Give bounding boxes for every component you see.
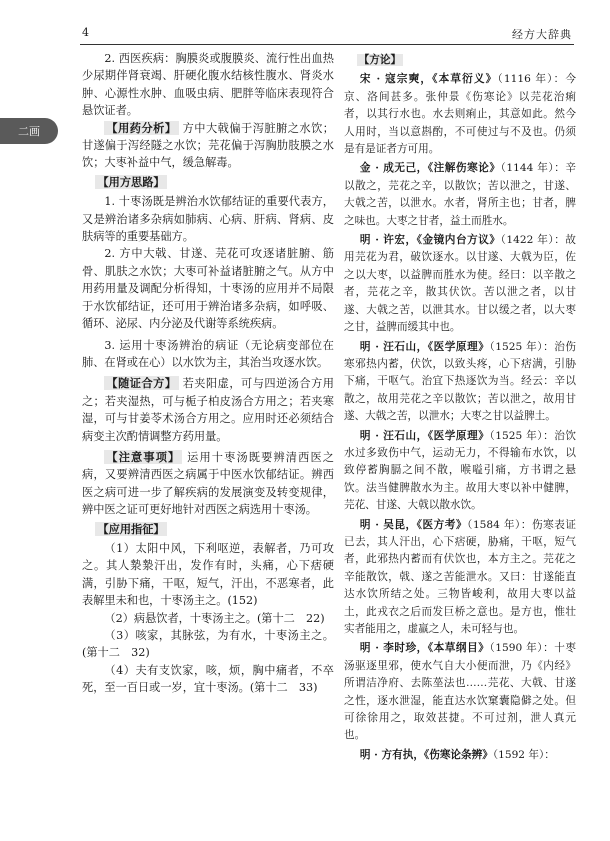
- discussion-entry: [344, 71, 576, 158]
- section-label-thinking: 【用方思路】: [97, 174, 165, 189]
- entry-book: 《医方考》: [416, 518, 468, 531]
- discussion-entry: [344, 517, 576, 639]
- discussion-entry: [344, 747, 576, 764]
- drug-analysis-text: 方中大戟偏于泻脏腑之水饮；甘遂偏于泻经隧之水饮；芫花偏于泻胸肋肢膜之水饮；大枣补益中气，缓急解毒。: [82, 121, 334, 170]
- paragraph-western-diseases: 2. 西医疾病：胸膜炎或腹膜炎、流行性出血热少尿期伴肾衰竭、肝硬化腹水结核性腹水、肾炎水肿、心源性水肿、血吸虫病、肥胖等临床表现符合悬饮证者。: [82, 52, 334, 118]
- entry-year: （1584 年）：: [467, 518, 532, 531]
- section-line-discussion: [344, 52, 576, 69]
- entry-year: （1525 年）：: [489, 429, 555, 442]
- entry-body: 治伤寒邪热内蓄，伏饮，以致头疼，心下痞满，引胁下痛，干呕气。治宜下热逐饮为当。经云：辛以散之，故用芫花之辛以散饮；苦以泄之，故用甘遂、大戟之苦，以泄水；大枣之甘以益脾土。: [344, 340, 576, 423]
- discussion-entry: [344, 640, 576, 744]
- paragraph-application-3: （3）咳家，其脉弦，为有水，十枣汤主之。(第十二 32): [82, 629, 334, 660]
- left-column: [82, 50, 334, 697]
- entry-year: （1592 年）：: [492, 748, 555, 761]
- paragraph-application-1: （1）太阳中风，下利呕逆，表解者，乃可攻之。其人漐漐汗出，发作有时，头痛，心下痞硬满，引胁下痛，干呕，短气，汗出，不恶寒者，此表解里未和也，十枣汤主之。(152): [82, 541, 334, 608]
- entry-author: 宋 · 寇宗奭，: [359, 73, 433, 86]
- discussion-entry-text: [344, 339, 576, 426]
- discussion-entry: [344, 160, 576, 230]
- discussion-entries: [344, 71, 576, 764]
- paragraph-thinking-2: 2. 方中大戟、甘遂、芫花可攻逐诸脏腑、筋骨、肌肤之水饮；大枣可补益诸脏腑之气。从方中用药用量及调配分析得知，十枣汤的应用并不局限于水饮郁结证，还可用于辨治诸多杂病，如呼吸、循环、泌尿、内分泌及代谢等系统疾病。: [82, 247, 334, 331]
- chapter-side-tab: 二画: [0, 118, 58, 144]
- entry-year: （1525 年）：: [489, 340, 555, 353]
- discussion-entry-text: [344, 232, 576, 336]
- entry-body: 十枣汤驱逐里邪，使水气自大小便而泄，乃《内经》所谓洁净府、去陈莝法也……芫花、大戟、甘遂之性，逐水泄湿，能直达水饮窠囊隐僻之处。但可徐徐用之，取效甚捷。不可过剂，泄人真元也。: [344, 642, 576, 742]
- discussion-entry: [344, 232, 576, 336]
- entry-year: （1422 年）：: [500, 234, 566, 247]
- entry-book: 《金镜内台方议》: [416, 234, 501, 247]
- entry-author: 明 · 许宏，: [359, 234, 417, 247]
- caution-text: 运用十枣汤既要辨清西医之病，又要辨清西医之病属于中医水饮郁结证。辨西医之病可进一步了解疾病的发展演变及转变规律，辨中医之证可更好地针对西医之病选用十枣汤。: [82, 450, 334, 517]
- right-column: [344, 50, 576, 766]
- entry-author: 明 · 吴昆，: [359, 518, 417, 531]
- paragraph-thinking-1: 1. 十枣汤既是辨治水饮郁结证的重要代表方，又是辨治诸多杂病如肺病、心病、肝病、肾病、皮肤病等的重要基础方。: [82, 195, 334, 244]
- section-label-caution: 【注意事项】: [106, 449, 181, 464]
- paragraph-caution: [82, 449, 334, 519]
- entry-body: 故用芫花为君，破饮逐水。以甘遂、大戟为臣，佐之以大枣，以益脾而胜水为使。经曰：以辛散之者，芫花之辛，散其伏饮。苦以泄之者，以甘遂、大戟之苦，以泄其水。甘以缓之者，以大枣之甘，益脾而缓其中也。: [344, 234, 576, 334]
- entry-year: （1590 年）：: [489, 642, 555, 655]
- discussion-entry-text: [344, 160, 576, 230]
- entry-year: （1116 年）：: [497, 73, 566, 86]
- entry-book: 《医学原理》: [427, 340, 490, 353]
- paragraph-application-2: （2）病悬饮者，十枣汤主之。(第十二 22): [104, 611, 325, 625]
- entry-author: 金 · 成无己，: [359, 162, 428, 175]
- paragraph-application-4: （4）夫有支饮家，咳，烦，胸中痛者，不卒死，至一百日或一岁，宜十枣汤。(第十二 33): [82, 663, 334, 695]
- entry-body: 治饮水过多致伤中气，运动无力，不得输布水饮，以致停蓄胸膈之间不散，喉嗌引痛，方书谓之悬饮。法当健脾散水为主。故用大枣以补中健脾，芫花、甘遂、大戟以散水饮。: [344, 429, 576, 512]
- paragraph-combination: [82, 375, 334, 445]
- entry-body: 今京、洛间甚多。张仲景《伤寒论》以芫花治痢者，以其行水也。水去则痢止，其意如此。然今人用时，当以意斟酌，不可使过与不及也。仍须是有是证者方可用。: [344, 73, 576, 156]
- entry-book: 《注解伤寒论》: [427, 162, 501, 175]
- paragraph-drug-analysis: [82, 120, 334, 172]
- entry-book: 《医学原理》: [427, 429, 490, 442]
- paragraph-thinking-3: 3. 运用十枣汤辨治的病证（无论病变部位在肺、在肾或在心）以水饮为主，其治当攻逐水饮。: [82, 338, 334, 369]
- discussion-entry-text: [344, 428, 576, 515]
- entry-book: 《伤寒论条辨》: [423, 748, 493, 761]
- entry-year: （1144 年）：: [500, 162, 566, 175]
- header-rule: [80, 44, 574, 45]
- discussion-entry-text: [344, 640, 576, 744]
- entry-author: 明 · 方有执，: [359, 748, 424, 761]
- section-line-application: [82, 521, 334, 538]
- section-label-drug-analysis: 【用药分析】: [106, 120, 177, 135]
- entry-author: 明 · 汪石山，: [359, 340, 428, 353]
- combination-text: 若夹阳虚，可与四逆汤合方用之；若夹湿热，可与栀子柏皮汤合方用之；若夹寒湿，可与甘姜苓术汤合方用之。应用时还必须结合病变主次酌情调整方药用量。: [82, 377, 334, 443]
- discussion-entry-text: [344, 71, 576, 158]
- page-number: 4: [82, 26, 89, 39]
- entry-book: 《本草纲目》: [427, 642, 490, 655]
- entry-author: 明 · 李时珍，: [359, 642, 428, 655]
- entry-body: 伤寒表证已去，其人汗出，心下痞硬，胁痛，干呕，短气者，此邪热内蓄而有伏饮也，本方主之。芫花之辛能散饮，戟、遂之苦能泄水。又曰：甘遂能直达水饮所结之处。三物皆峻利，故用大枣以益土，此戎衣之后而发巨桥之意也。是方也，惟壮实者能用之，虚羸之人，未可轻与也。: [344, 518, 577, 635]
- entry-author: 明 · 汪石山，: [359, 429, 428, 442]
- discussion-entry: [344, 339, 576, 426]
- section-label-combination: 【随证合方】: [106, 376, 177, 391]
- section-label-discussion: 【方论】: [358, 54, 402, 66]
- section-label-application: 【应用指征】: [97, 521, 165, 536]
- discussion-entry-text: [344, 747, 576, 764]
- discussion-entry-text: [344, 517, 576, 639]
- entry-book: 《本草衍义》: [432, 73, 498, 86]
- section-line-thinking: [82, 174, 334, 191]
- discussion-entry: [344, 428, 576, 515]
- entry-body: 辛以散之，芫花之辛，以散饮；苦以泄之，甘遂、大戟之苦，以泄水。水者，肾所主也；甘者，脾之味也。大枣之甘者，益土而胜水。: [344, 162, 576, 227]
- book-title: 经方大辞典: [512, 28, 572, 41]
